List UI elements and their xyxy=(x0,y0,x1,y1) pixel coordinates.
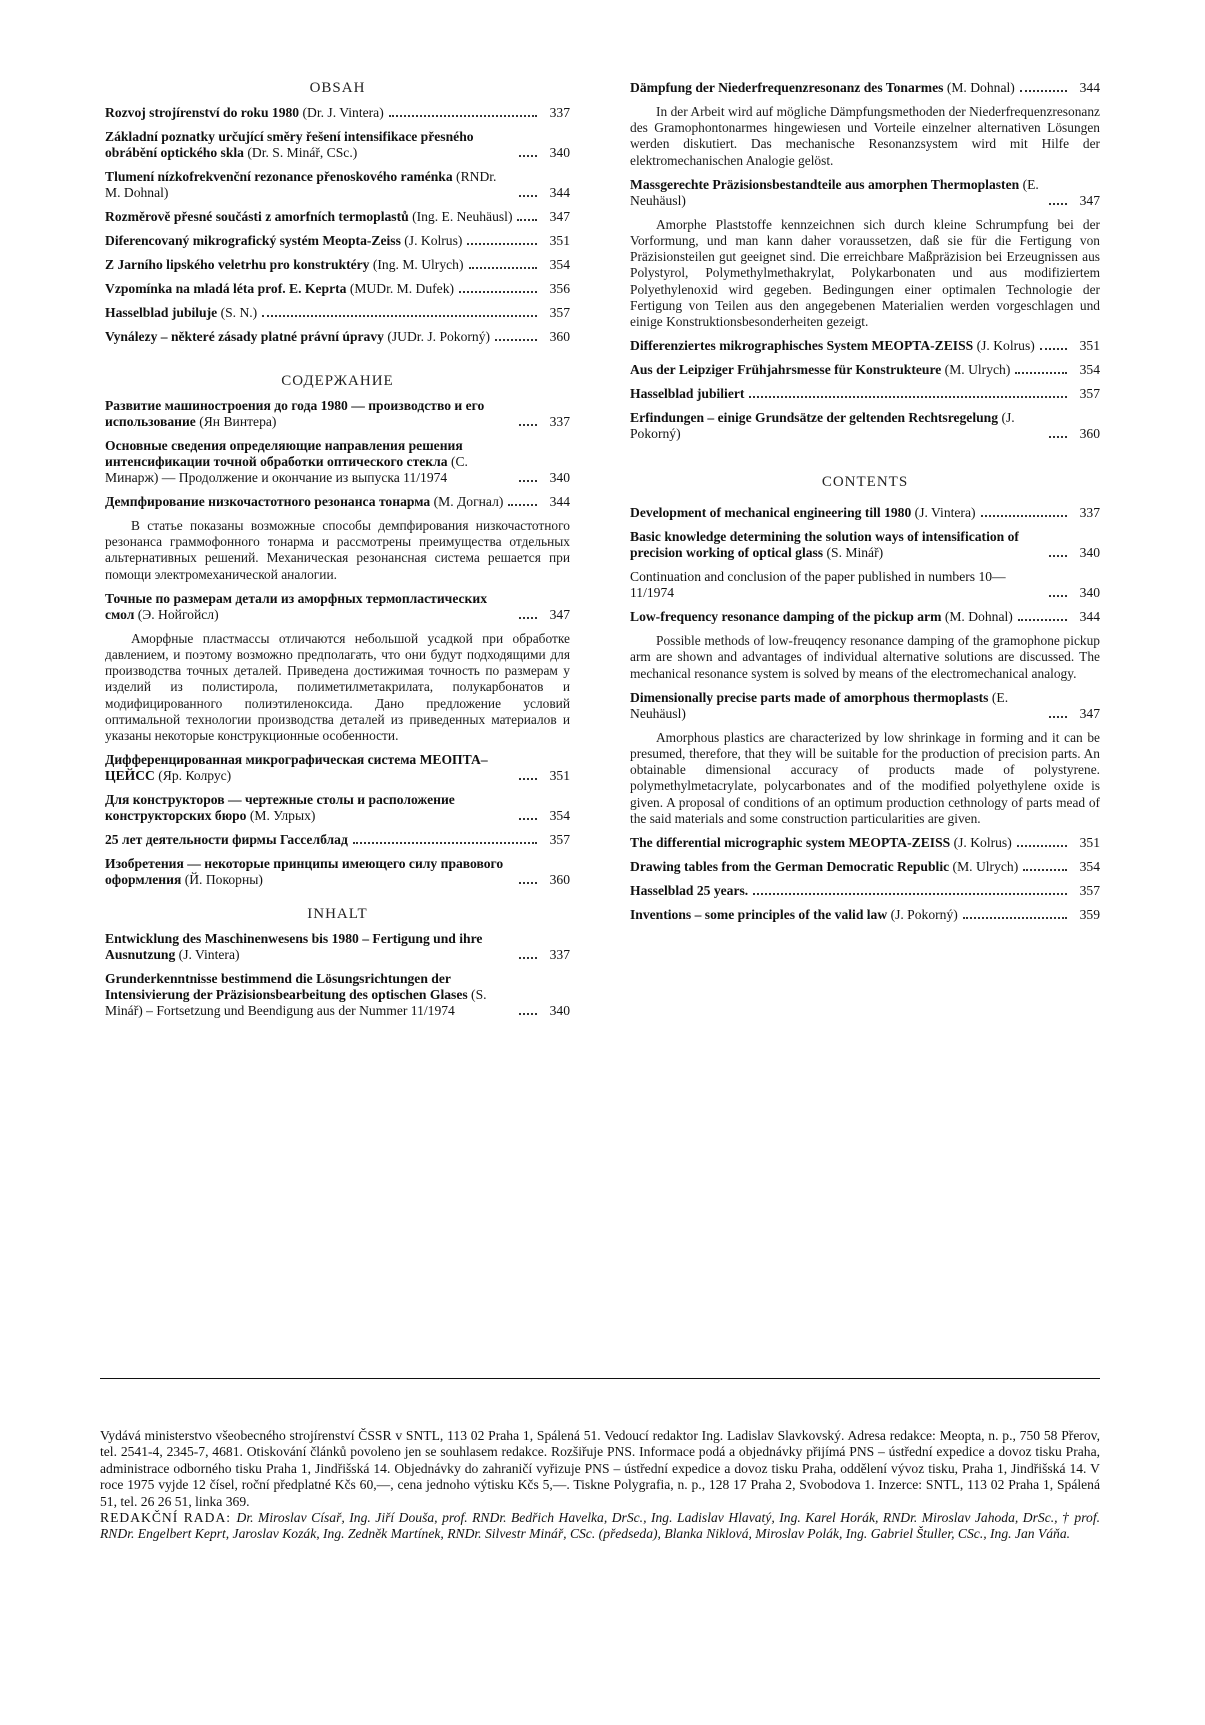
entry-title: Hasselblad 25 years. xyxy=(630,883,749,899)
entry-title: Development of mechanical engineering till 1980 xyxy=(630,505,912,521)
entry-title: The differential micrographic system MEOPTA-ZEISS xyxy=(630,835,951,851)
toc-entry[interactable] xyxy=(630,505,1100,521)
entry-page: 337 xyxy=(1079,505,1100,521)
toc-entry[interactable] xyxy=(105,169,570,201)
entry-page: 340 xyxy=(1079,585,1100,601)
entry-author: (M. Dohnal) xyxy=(943,80,1015,95)
contents-heading: CONTENTS xyxy=(821,474,909,491)
entry-author: (Ян Винтера) xyxy=(195,414,277,429)
entry-page: 337 xyxy=(549,105,570,120)
toc-entry[interactable] xyxy=(105,792,570,824)
entry-title: Low-frequency resonance damping of the pickup arm xyxy=(630,609,942,625)
entry-title: Erfindungen – einige Grundsätze der geltenden Rechtsregelung xyxy=(630,410,999,426)
toc-entry[interactable] xyxy=(105,591,570,623)
entry-author: (М. Улрых) xyxy=(246,808,316,824)
entry-title: Точные по размерам детали из аморфных термопластических смол xyxy=(105,590,488,622)
entry-author: (М. Догнал) xyxy=(430,494,504,509)
entry-page: 337 xyxy=(549,414,570,429)
entry-author: (J. Vintera) xyxy=(175,947,240,963)
toc-entry[interactable] xyxy=(105,105,570,121)
entry-title: Aus der Leipziger Frühjahrsmesse für Konstrukteure xyxy=(630,362,942,378)
toc-entry[interactable] xyxy=(630,569,1100,601)
entry-author: (Ing. E. Neuhäusl) xyxy=(408,209,513,224)
entry-title: Basic knowledge determining the solution ways of intensification of precision working of optical glass xyxy=(630,529,1019,561)
entry-author: (S. Minář) – Fortsetzung und Beendigung aus der Nummer 11/1974 xyxy=(105,987,487,1019)
entry-author: (JUDr. J. Pokorný) xyxy=(383,329,491,344)
entry-title: Inventions – some principles of the valid law xyxy=(630,907,888,923)
right-column xyxy=(630,80,1100,931)
entry-title: Для конструкторов — чертежные столы и расположение конструкторских бюро xyxy=(105,792,455,824)
entry-author: (RNDr. M. Dohnal) xyxy=(105,169,497,200)
entry-title: Vzpomínka na mladá léta prof. E. Keprta xyxy=(105,281,347,296)
toc-entry[interactable] xyxy=(630,529,1100,561)
entry-author: (J. Pokorný) xyxy=(630,410,1015,442)
toc-entry[interactable] xyxy=(105,233,570,249)
entry-page: 360 xyxy=(1079,426,1100,442)
contents-section xyxy=(630,474,1100,923)
entry-title: Drawing tables from the German Democratic Republic xyxy=(630,859,950,875)
entry-author: (MUDr. M. Dufek) xyxy=(346,281,455,296)
toc-entry[interactable] xyxy=(630,386,1100,402)
toc-entry[interactable] xyxy=(105,281,570,297)
entry-page: 354 xyxy=(1079,859,1100,875)
entry-title: Hasselblad jubiluje xyxy=(105,305,218,320)
toc-entry[interactable] xyxy=(105,856,570,888)
entry-page: 344 xyxy=(549,185,570,200)
toc-entry[interactable] xyxy=(105,129,570,161)
entry-page: 340 xyxy=(549,145,570,160)
toc-entry[interactable] xyxy=(105,752,570,784)
entry-title: Развитие машиностроения до года 1980 — производство и его использование xyxy=(105,398,485,429)
toc-entry[interactable] xyxy=(630,859,1100,875)
entry-abstract: Possible methods of low-freuqency resonance damping of the gramophone pickup arm are shown and advantages of individual alternative solutions are discussed. The mechanical resonance system is solved by means of the electromechanical analogy. xyxy=(630,633,1100,681)
entry-abstract: Amorphous plastics are characterized by low shrinkage in forming and it can be presumed, therefore, that they will be suitable for the production of precision parts. An obtainable dimensional accuracy of products made of polystyrene. polymethylmetacrylate, polycarbonates and of the modified polyethylene oxide is given. A proposal of conditions of an optimum production cethnology of parts mead of the said materials and some construction particularities are given. xyxy=(630,729,1100,826)
entry-author: (M. Dohnal) xyxy=(941,609,1013,625)
entry-page: 356 xyxy=(549,281,570,296)
toc-entry[interactable] xyxy=(630,177,1100,209)
entry-title: Rozvoj strojírenství do roku 1980 xyxy=(105,105,300,120)
entry-page: 340 xyxy=(549,470,570,485)
entry-title: Z Jarního lipského veletrhu pro konstruktéry xyxy=(105,257,370,272)
entry-title: 25 лет деятельности фирмы Гасселблад xyxy=(105,832,348,848)
entry-title: Hasselblad jubiliert xyxy=(630,386,745,402)
toc-entry[interactable] xyxy=(630,907,1100,923)
entry-page: 360 xyxy=(549,872,570,888)
entry-title: Vynálezy – některé zásady platné právní úpravy xyxy=(105,329,384,344)
soderzhanie-heading: СОДЕРЖАНИЕ xyxy=(281,373,394,389)
entry-title: Diferencovaný mikrografický systém Meopta-Zeiss xyxy=(105,233,401,248)
entry-page: 344 xyxy=(1079,609,1100,625)
entry-page: 340 xyxy=(1079,545,1100,561)
entry-author: (Dr. S. Minář, CSc.) xyxy=(243,145,358,160)
toc-entry[interactable] xyxy=(105,257,570,273)
inhalt-heading: INHALT xyxy=(307,906,368,923)
entry-title: Massgerechte Präzisionsbestandteile aus amorphen Thermoplasten xyxy=(630,176,1020,192)
entry-title: Дифференцированная микрографическая система МЕОПТА–ЦЕЙСС xyxy=(105,752,488,784)
toc-entry[interactable] xyxy=(630,835,1100,851)
entry-author: (Dr. J. Vintera) xyxy=(299,105,384,120)
soderzhanie-section xyxy=(105,373,570,888)
colophon xyxy=(100,1428,1100,1543)
entry-author: (S. N.) xyxy=(217,305,258,320)
toc-entry[interactable] xyxy=(105,931,570,963)
toc-entry[interactable] xyxy=(630,609,1100,625)
entry-author: (Яр. Колрус) xyxy=(154,768,232,784)
entry-title: Основные сведения определяющие направления решения интенсификации точной обработки оптического стекла xyxy=(105,438,463,469)
entry-page: 354 xyxy=(1079,362,1100,378)
toc-entry[interactable] xyxy=(105,329,570,345)
entry-title: Základní poznatky určující směry řešení intensifikace přesného obrábění optického skla xyxy=(105,129,474,160)
entry-page: 351 xyxy=(1079,338,1100,354)
toc-entry[interactable] xyxy=(630,362,1100,378)
toc-entry[interactable] xyxy=(105,305,570,321)
entry-page: 347 xyxy=(1079,705,1100,721)
entry-title: Rozměrově přesné součásti z amorfních termoplastů xyxy=(105,209,409,224)
entry-page: 360 xyxy=(549,329,570,344)
toc-entry[interactable] xyxy=(630,690,1100,722)
toc-entry[interactable] xyxy=(105,438,570,486)
entry-page: 357 xyxy=(1079,386,1100,402)
obsah-list xyxy=(105,105,570,345)
entry-title: Демпфирование низкочастотного резонанса тонарма xyxy=(105,494,431,509)
entry-title: Grunderkenntnisse bestimmend die Lösungsrichtungen der Intensivierung der Präzisionsbearbeitung des optischen Glases xyxy=(105,971,468,1003)
entry-page: 337 xyxy=(549,947,570,963)
entry-title: Entwicklung des Maschinenwesens bis 1980 – Fertigung und ihre Ausnutzung xyxy=(105,931,483,963)
toc-entry[interactable] xyxy=(105,971,570,1019)
entry-page: 357 xyxy=(1079,883,1100,899)
entry-page: 351 xyxy=(1079,835,1100,851)
entry-title: Dimensionally precise parts made of amorphous thermoplasts xyxy=(630,689,989,705)
entry-title: Tlumení nízkofrekvenční rezonance přenoskového raménka xyxy=(105,169,453,184)
entry-page: 351 xyxy=(549,233,570,248)
publisher-info: Vydává ministerstvo všeobecného strojírenství ČSSR v SNTL, 113 02 Praha 1, Spálená 51. Vedoucí redaktor Ing. Ladislav Slavkovský. Adresa redakce: Meopta, n. p., 750 58 Přerov, tel. 2541-4, 2345-7, 4681. Otiskování článků povoleno jen se souhlasem redakce. Rozšiřuje PNS. Informace podá a objednávky přijímá PNS – ústřední expedice a dovoz tisku Praha, administrace odborného tisku Praha 1, Jindřišská 14. Objednávky do zahraničí vyřizuje PNS – ústřední expedice a dovoz tisku Praha, oddělení vývoz tisku, Praha 1, Jindřišská 14. V roce 1975 vyjde 12 čísel, roční předplatné Kčs 60,—, cena jednoho výtisku Kčs 5,—. Tiskne Polygrafia, n. p., 128 17 Praha 2, Svobodova 1. Inzerce: SNTL, 113 02 Praha 1, Spálená 51, tel. 26 26 51, linka 369. xyxy=(100,1428,1100,1509)
entry-page: 340 xyxy=(549,1003,570,1019)
left-column xyxy=(105,80,570,1027)
entry-author: (Й. Покорны) xyxy=(181,872,263,888)
entry-page: 359 xyxy=(1079,907,1100,923)
toc-entry[interactable] xyxy=(105,209,570,225)
entry-author: (Ing. M. Ulrych) xyxy=(369,257,464,272)
entry-page: 357 xyxy=(549,305,570,320)
entry-page: 344 xyxy=(1079,80,1100,95)
toc-entry[interactable] xyxy=(630,883,1100,899)
entry-author: (J. Pokorný) xyxy=(887,907,958,923)
inhalt-section-left xyxy=(105,906,570,1019)
obsah-heading: OBSAH xyxy=(309,80,366,96)
obsah-section xyxy=(105,80,570,345)
editorial-board-label: REDAKČNÍ RADA: xyxy=(100,1510,237,1526)
entry-abstract: Amorphe Plaststoffe kennzeichnen sich durch kleine Schrumpfung bei der Vorformung, und man kann daher voraussetzen, daß sie für die Fertigung von Präzisionsteilen gut geeignet sind. Die erreichbare Maßpräzision bei Erzeugnissen aus Polystyrol, Polymethylmethakrylat, Polykarbonaten und aus modifiziertem Polyethylenoxid wird gegeben. Bedingungen einer optimalen Technologie der Fertigung von Teilen aus den angegebenen Materialien werden vorgeschlagen und einige Konstruktionsbesonderheiten gezeigt. xyxy=(630,216,1100,330)
entry-abstract: В статье показаны возможные способы демпфирования низкочастотного резонанса граммофонного тонарма и рассмотрены преимущества отдельных альтернативных решений. Механическая резонансная система решается при помощи электромеханической аналогии. xyxy=(105,518,570,582)
inhalt-section-right xyxy=(630,80,1100,442)
toc-entry[interactable] xyxy=(105,398,570,430)
toc-entry[interactable] xyxy=(630,338,1100,354)
editorial-board: Dr. Miroslav Císař, Ing. Jiří Douša, prof. RNDr. Bedřich Havelka, DrSc., Ing. Ladislav Hlavatý, Ing. Karel Horák, RNDr. Miroslav Jahoda, DrSc., † prof. RNDr. Engelbert Keprt, Jaroslav Kozák, Ing. Zedněk Martínek, RNDr. Silvestr Minář, CSc. (předseda), Blanka Niklová, Miroslav Polák, Ing. Gabriel Štuller, CSc., Ing. Jan Váňa. xyxy=(100,1510,1100,1542)
entry-author: (M. Ulrych) xyxy=(941,362,1011,378)
entry-title: Изобретения — некоторые принципы имеющего силу правового оформления xyxy=(105,856,504,888)
entry-author: (J. Kolrus) xyxy=(400,233,463,248)
entry-page: 347 xyxy=(549,209,570,224)
entry-author: (J. Kolrus) xyxy=(973,338,1035,354)
entry-page: 354 xyxy=(549,257,570,272)
entry-abstract: Аморфные пластмассы отличаются небольшой усадкой при обработке давлением, и поэтому возможно предполагать, что они будут подходящими для производства точных деталей. Приведена достижимая точность по размерам у изделий из полистирола, полиметилметакрилата, полукарбонатов и модифицированного полиэтиленоксида. Дано предложение условий оптимальной технологии производства деталей из приведенных материалов и указаны некоторые конструкционные особенности. xyxy=(105,630,570,744)
entry-page: 351 xyxy=(549,768,570,784)
toc-entry[interactable] xyxy=(630,410,1100,442)
entry-page: 344 xyxy=(549,494,570,509)
entry-abstract: In der Arbeit wird auf mögliche Dämpfungsmethoden der Niederfrequenzresonanz des Gramophontonarmes hingewiesen und Vorteile einzelner alternativen Lösungen werden diskutiert. Das mechanische Resonanzsystem wird mit Hilfe der elektromechanischen Analogie gelöst. xyxy=(630,104,1100,168)
entry-title: Differenziertes mikrographisches System MEOPTA-ZEISS xyxy=(630,338,974,354)
entry-author: (E. Neuhäusl) xyxy=(630,176,1039,208)
entry-author: (Э. Нойгойсл) xyxy=(134,606,219,622)
entry-page: 354 xyxy=(549,808,570,824)
toc-entry[interactable] xyxy=(630,80,1100,96)
entry-author: (E. Neuhäusl) xyxy=(630,689,1009,721)
entry-page: 357 xyxy=(549,832,570,848)
entry-page: 347 xyxy=(1079,192,1100,208)
footer-divider xyxy=(100,1378,1100,1379)
entry-author: (M. Ulrych) xyxy=(949,859,1019,875)
entry-author: Continuation and conclusion of the paper published in numbers 10—11/1974 xyxy=(630,569,1006,601)
entry-page: 347 xyxy=(549,606,570,622)
entry-author: (J. Kolrus) xyxy=(950,835,1012,851)
toc-entry[interactable] xyxy=(105,494,570,510)
entry-author: (С. Минарж) — Продолжение и окончание из выпуска 11/1974 xyxy=(105,454,468,485)
toc-entry[interactable] xyxy=(105,832,570,848)
entry-author: (S. Minář) xyxy=(823,545,884,561)
entry-title: Dämpfung der Niederfrequenzresonanz des Tonarmes xyxy=(630,80,944,95)
entry-author: (J. Vintera) xyxy=(911,505,976,521)
